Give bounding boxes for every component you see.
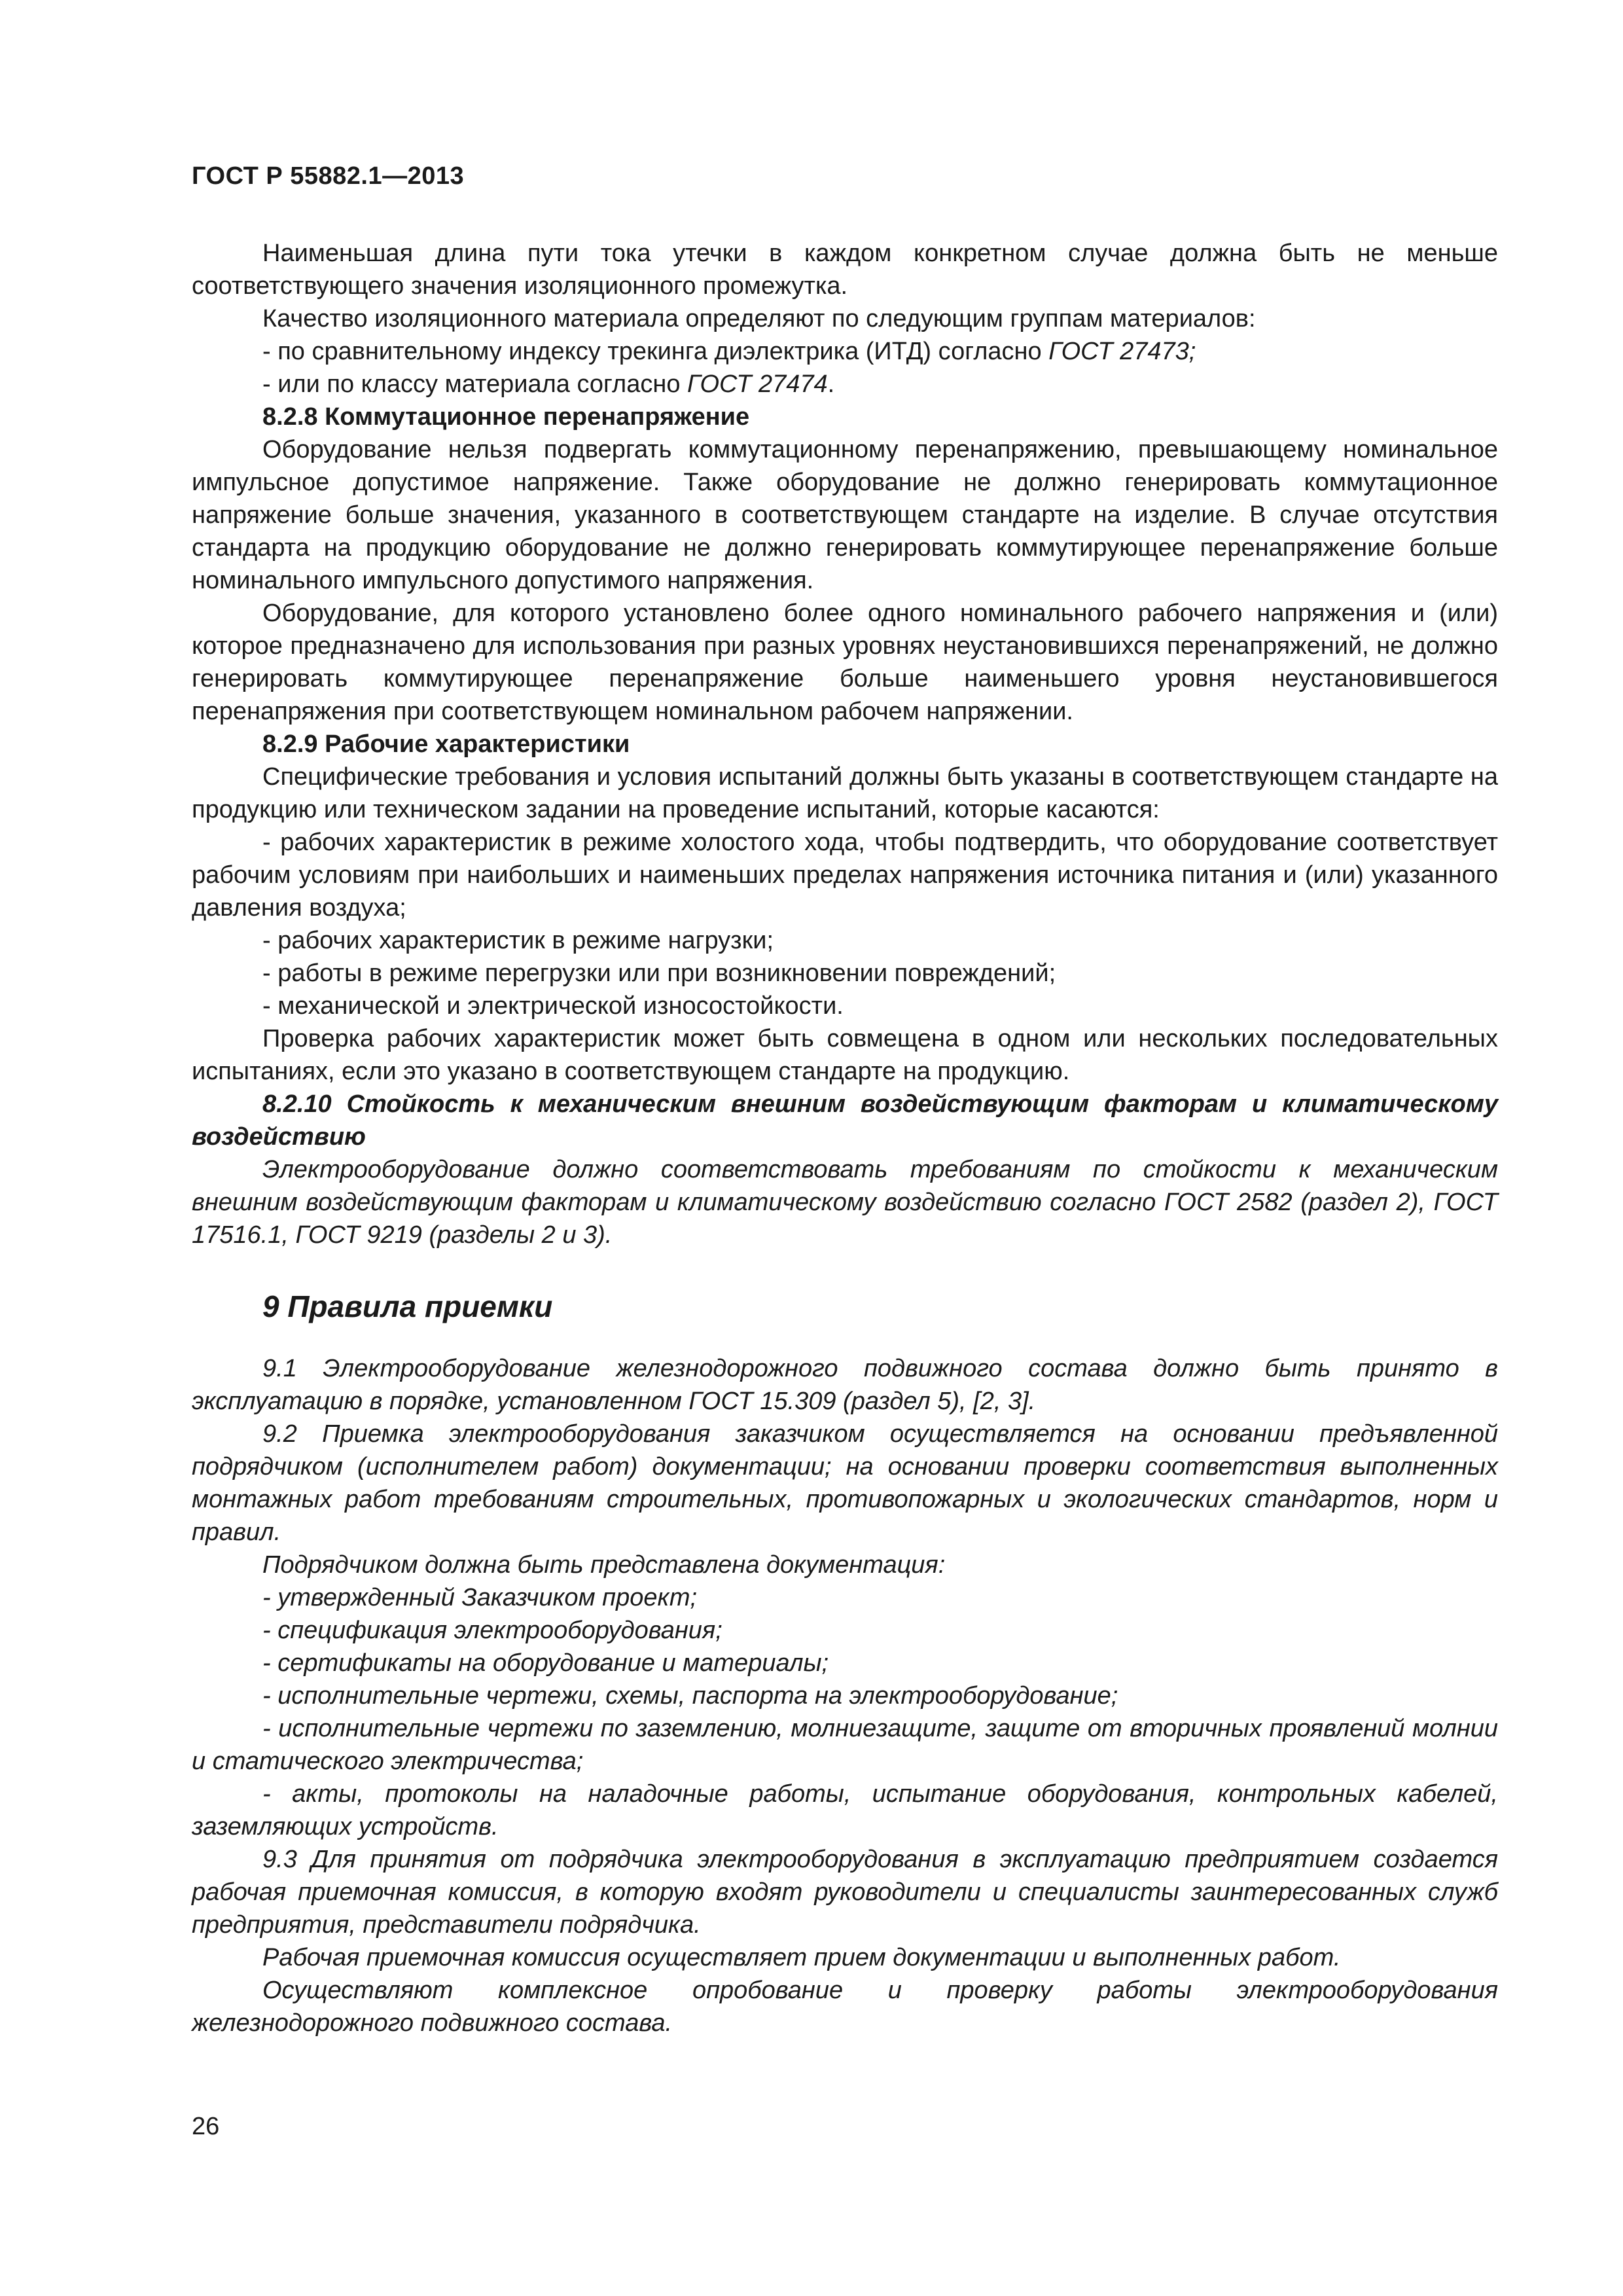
list-item — [192, 335, 1498, 368]
paragraph: Специфические требования и условия испытаний должны быть указаны в соответствующем стандарте на продукцию или техническом задании на проведение испытаний, которые касаются: — [192, 763, 1498, 823]
document-header: ГОСТ Р 55882.1—2013 — [192, 162, 465, 190]
list-item: - спецификация электрооборудования; — [262, 1617, 722, 1644]
paragraph: Электрооборудование должно соответствовать требованиям по стойкости к механическим внешним воздействующим факторам и климатическому воздействию согласно ГОСТ 2582 (раздел 2), ГОСТ 17516.1, ГОСТ 9219 (разделы 2 и 3). — [192, 1156, 1498, 1249]
list-item: - механической и электрической износостойкости. — [262, 992, 844, 1020]
list-item: - рабочих характеристик в режиме холостого хода, чтобы подтвердить, что оборудование соответствует рабочим условиям при наибольших и наименьших пределах напряжения источника питания и (или) указанного давления воздуха; — [192, 829, 1498, 922]
list-item: - утвержденный Заказчиком проект; — [262, 1584, 698, 1611]
paragraph: Рабочая приемочная комиссия осуществляет прием документации и выполненных работ. — [262, 1944, 1341, 1971]
section-title-9: 9 Правила приемки — [262, 1289, 553, 1323]
page-number: 26 — [192, 2113, 220, 2140]
list-item: - рабочих характеристик в режиме нагрузки; — [262, 927, 774, 954]
list-item: - работы в режиме перегрузки или при возникновении повреждений; — [262, 960, 1056, 987]
subsection-title-8-2-8: 8.2.8 Коммутационное перенапряжение — [262, 403, 750, 431]
paragraph: 9.1 Электрооборудование железнодорожного подвижного состава должно быть принято в эксплуатацию в порядке, установленном ГОСТ 15.309 (раздел 5), [2, 3]. — [192, 1355, 1498, 1415]
document-body — [192, 237, 1498, 2039]
list-item: - акты, протоколы на наладочные работы, испытание оборудования, контрольных кабелей, заземляющих устройств. — [192, 1780, 1498, 1840]
paragraph: Проверка рабочих характеристик может быть совмещена в одном или нескольких последовательных испытаниях, если это указано в соответствующем стандарте на продукцию. — [192, 1025, 1498, 1085]
list-item — [192, 368, 1498, 401]
list-item-end: . — [827, 370, 835, 398]
paragraph: Подрядчиком должна быть представлена документация: — [262, 1551, 946, 1579]
list-item: - исполнительные чертежи по заземлению, молниезащите, защите от вторичных проявлений молнии и статического электричества; — [192, 1715, 1498, 1775]
list-item-text: - по сравнительному индексу трекинга диэлектрика (ИТД) согласно — [262, 338, 1049, 365]
list-item: - сертификаты на оборудование и материалы; — [262, 1649, 829, 1677]
paragraph: Осуществляют комплексное опробование и проверку работы электрооборудования железнодорожного подвижного состава. — [192, 1977, 1498, 2037]
standard-reference: ГОСТ 27473; — [1048, 338, 1196, 365]
paragraph: Наименьшая длина пути тока утечки в каждом конкретном случае должна быть не меньше соответствующего значения изоляционного промежутка. — [192, 240, 1498, 300]
subsection-title-8-2-9: 8.2.9 Рабочие характеристики — [262, 730, 630, 758]
paragraph: 9.3 Для принятия от подрядчика электрооборудования в эксплуатацию предприятием создается рабочая приемочная комиссия, в которую входят руководители и специалисты заинтересованных служб предприятия, представители подрядчика. — [192, 1846, 1498, 1939]
paragraph: Качество изоляционного материала определяют по следующим группам материалов: — [262, 305, 1256, 332]
paragraph: Оборудование нельзя подвергать коммутационному перенапряжению, превышающему номинальное импульсное допустимое напряжение. Также оборудование не должно генерировать коммутационное напряжение больше значения, указанного в соответствующем стандарте на изделие. В случае отсутствия стандарта на продукцию оборудование не должно генерировать коммутирующее перенапряжение больше номинального импульсного допустимого напряжения. — [192, 436, 1498, 594]
standard-reference: ГОСТ 27474 — [687, 370, 828, 398]
list-item: - исполнительные чертежи, схемы, паспорта на электрооборудование; — [262, 1682, 1118, 1710]
subsection-title-8-2-10: 8.2.10 Стойкость к механическим внешним воздействующим факторам и климатическому воздействию — [192, 1090, 1498, 1151]
section-9-body — [192, 1352, 1498, 2039]
paragraph: Оборудование, для которого установлено более одного номинального рабочего напряжения и (или) которое предназначено для использования при разных уровнях неустановившихся перенапряжений, не должно генерировать коммутирующее перенапряжение больше наименьшего уровня неустановившегося перенапряжения при соответствующем номинальном рабочем напряжении. — [192, 600, 1498, 725]
paragraph: 9.2 Приемка электрооборудования заказчиком осуществляется на основании предъявленной подрядчиком (исполнителем работ) документации; на основании проверки соответствия выполненных монтажных работ требованиям строительных, противопожарных и экологических стандартов, норм и правил. — [192, 1420, 1498, 1546]
list-item-text: - или по классу материала согласно — [262, 370, 688, 398]
